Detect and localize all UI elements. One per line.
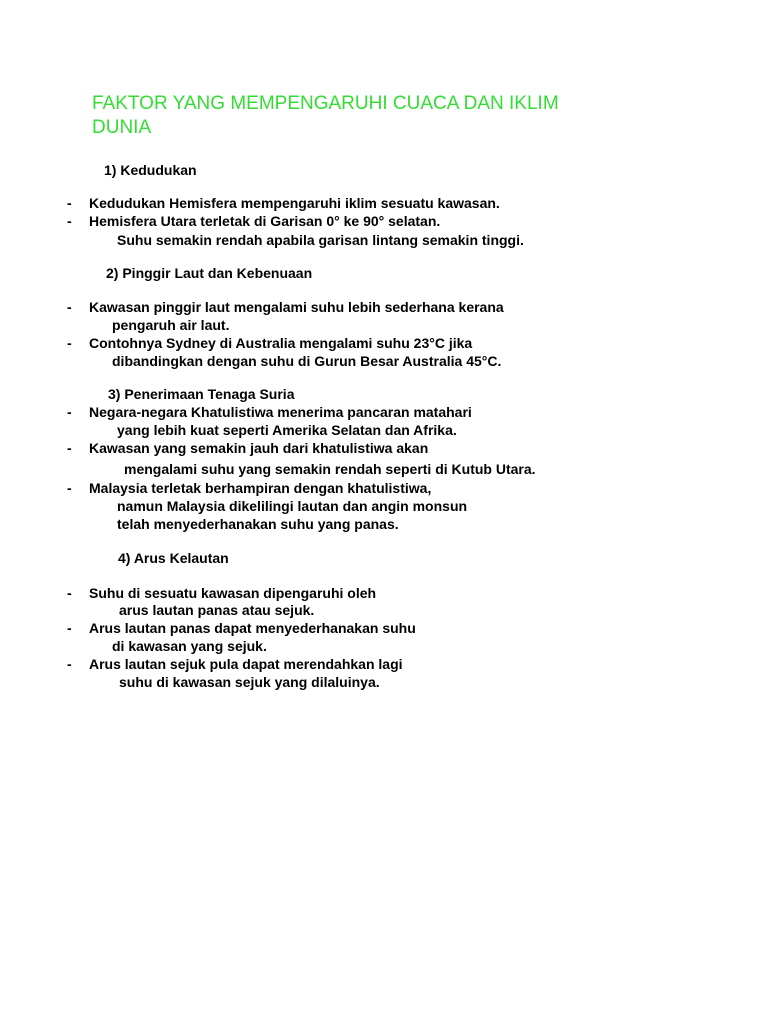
text-line: Arus lautan panas dapat menyederhanakan suhu [89, 620, 416, 636]
bullet-dash: - [67, 299, 72, 315]
page-title [92, 92, 692, 140]
bullet-dash: - [67, 480, 72, 496]
text-line: Hemisfera Utara terletak di Garisan 0° ke 90° selatan. [89, 213, 441, 229]
bullet-dash: - [67, 620, 72, 636]
text-line: yang lebih kuat seperti Amerika Selatan dan Afrika. [117, 422, 457, 438]
text-line: Kedudukan Hemisfera mempengaruhi iklim sesuatu kawasan. [89, 195, 500, 211]
title-line-2: DUNIA [92, 117, 152, 138]
text-line: Contohnya Sydney di Australia mengalami suhu 23°C jika [89, 335, 473, 351]
text-line: arus lautan panas atau sejuk. [119, 602, 315, 618]
text-line: Suhu di sesuatu kawasan dipengaruhi oleh [89, 585, 377, 601]
text-line: Malaysia terletak berhampiran dengan khatulistiwa, [89, 480, 432, 496]
bullet-dash: - [67, 213, 72, 229]
bullet-dash: - [67, 195, 72, 211]
title-line-1: FAKTOR YANG MEMPENGARUHI CUACA DAN IKLIM [92, 93, 559, 114]
text-line: di kawasan yang sejuk. [112, 638, 267, 654]
section-heading-tenaga-suria: 3) Penerimaan Tenaga Suria [108, 386, 295, 402]
bullet-dash: - [67, 404, 72, 420]
bullet-dash: - [67, 585, 72, 601]
text-line: namun Malaysia dikelilingi lautan dan angin monsun [117, 498, 468, 514]
text-line: Suhu semakin rendah apabila garisan lintang semakin tinggi. [117, 232, 524, 248]
text-line: telah menyederhanakan suhu yang panas. [117, 516, 399, 532]
bullet-dash: - [67, 656, 72, 672]
section-heading-arus-kelautan: 4) Arus Kelautan [118, 550, 229, 566]
section-heading-kedudukan: 1) Kedudukan [104, 162, 197, 178]
bullet-dash: - [67, 335, 72, 351]
text-line: Kawasan yang semakin jauh dari khatulistiwa akan [89, 440, 429, 456]
text-line: suhu di kawasan sejuk yang dilaluinya. [119, 674, 380, 690]
text-line: mengalami suhu yang semakin rendah seperti di Kutub Utara. [124, 461, 536, 477]
bullet-dash: - [67, 440, 72, 456]
section-heading-pinggir-laut: 2) Pinggir Laut dan Kebenuaan [106, 265, 313, 281]
text-line: Negara-negara Khatulistiwa menerima pancaran matahari [89, 404, 472, 420]
text-line: Kawasan pinggir laut mengalami suhu lebih sederhana kerana [89, 299, 504, 315]
text-line: pengaruh air laut. [112, 317, 230, 333]
text-line: Arus lautan sejuk pula dapat merendahkan lagi [89, 656, 403, 672]
text-line: dibandingkan dengan suhu di Gurun Besar Australia 45°C. [112, 353, 502, 369]
